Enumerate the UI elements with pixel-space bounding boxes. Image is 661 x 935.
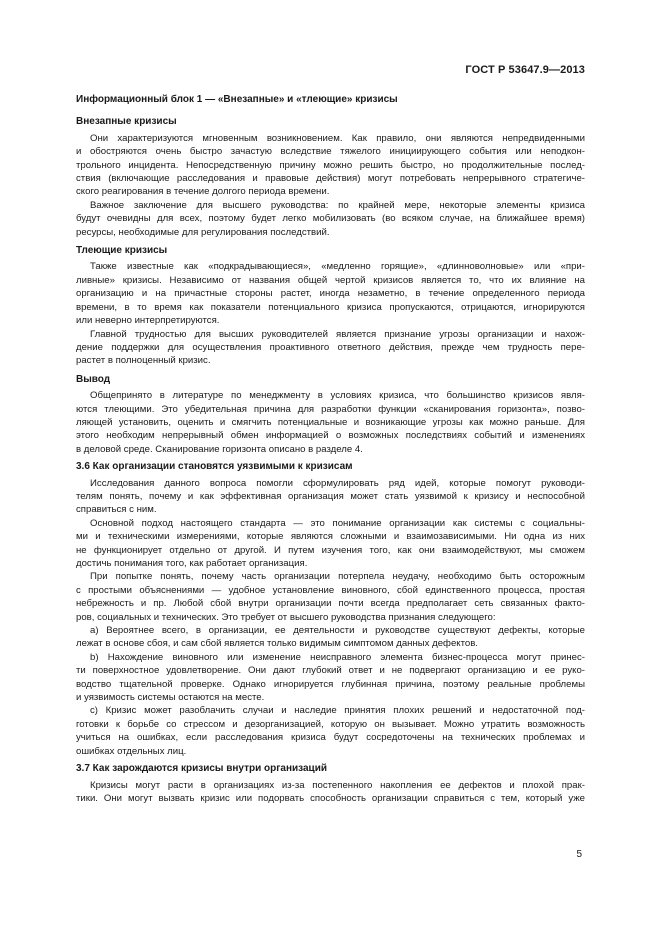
subsection-heading: Внезапные кризисы: [76, 116, 177, 128]
text-line: Также известные как «подкрадывающиеся», «медленно горящие», «длинноволновые» или «при-: [90, 261, 585, 273]
text-line: времени, в то время как показатели потенциального кризиса пропускаются, отрицаются, игнорируются: [76, 301, 585, 313]
text-line: ошибках отдельных лиц.: [76, 745, 187, 757]
text-line: готовки к борьбе со стрессом и дезорганизацией, которую он вызывает. Можно утратить возможность: [76, 718, 585, 730]
text-line: водство тщательной проверке. Однако игнорируется глубинная причина, поэтому реальные проблемы: [76, 678, 585, 690]
text-line: Кризисы могут расти в организациях из-за постепенного накопления ее дефектов и плохой прак-: [90, 779, 585, 791]
text-line: Исследования данного вопроса помогли сформулировать ряд идей, которые помогут руководи-: [90, 477, 585, 489]
document-header: ГОСТ Р 53647.9—2013: [465, 64, 585, 76]
paragraph: [76, 132, 585, 199]
paragraph: [76, 477, 585, 517]
text-line: ресурсы, необходимые для регулирования последствий.: [76, 226, 330, 238]
text-line: и обостряются очень быстро зачастую вследствие тяжелого инициирующего события или неподкон-: [76, 146, 585, 158]
text-line: ливные» кризисы. Независимо от названия общей чертой кризисов является то, что их влияние на: [76, 274, 585, 286]
text-line: не функционирует отдельно от другой. И путем изучения того, как они взаимодействуют, мы сможем: [76, 544, 585, 556]
text-line: ляющей установить, оценить и смягчить потенциальные и возникающие угрозы как можно раньше. Для: [76, 416, 585, 428]
text-line: с простыми объяснениями — удобное установление виновного, сбой единственного процесса, простая: [76, 584, 585, 596]
text-line: справиться с ним.: [76, 504, 157, 516]
text-line: достичь понимания того, как работает организация.: [76, 558, 308, 569]
text-line: лежат в основе сбоя, и сам сбой является только видимым симптомом данных дефектов.: [76, 638, 478, 650]
paragraph: [76, 570, 585, 624]
paragraph: [76, 199, 585, 239]
text-line: Главной трудностью для высших руководителей является признание угрозы организации и нахож-: [90, 328, 585, 340]
text-line: ми и техническими измерениями, которые являются сложными и взаимозависимыми. Ни одна из них: [76, 531, 585, 543]
paragraph: [76, 328, 585, 368]
text-line: учиться на ошибках, если расследования кризиса будут сосредоточены на технических проблемах и: [76, 732, 585, 744]
text-line: ского реагирования в течение долгого периода времени.: [76, 186, 330, 198]
paragraph: [76, 651, 585, 705]
text-line: b) Нахождение виновного или изменение неисправного элемента бизнес-процесса могут принес-: [90, 651, 585, 663]
text-line: телям понять, почему и как эффективная организация может стать уязвимой к кризису и неспособной: [76, 490, 585, 502]
text-line: или неверно интерпретируются.: [76, 315, 220, 327]
text-line: ствия (включающие расследования и правовые действия) могут потребовать непрерывного стратегиче-: [76, 173, 585, 185]
text-line: организацию и на причастные стороны растет, иногда незаметно, в течение определенного периода: [76, 288, 585, 300]
document-body: [76, 89, 585, 805]
text-line: Важное заключение для высшего руководства: по крайней мере, некоторые элементы кризиса: [90, 199, 585, 211]
text-line: тики. Они могут вызвать кризис или подорвать способность организации справиться с тем, который уже: [76, 792, 585, 804]
text-line: a) Вероятнее всего, в организации, ее деятельности и руководстве существуют дефекты, которые: [90, 625, 585, 637]
text-line: Основной подход настоящего стандарта — это понимание организации как системы с социальны-: [90, 517, 585, 529]
paragraph: [76, 517, 585, 571]
page-number: 5: [576, 849, 582, 860]
subsection-heading: Тлеющие кризисы: [76, 245, 168, 257]
text-line: и уязвимость системы остаются на месте.: [76, 692, 265, 704]
text-line: При попытке понять, почему часть организации потерпела неудачу, необходимо быть осторожным: [90, 571, 585, 583]
info-block-title: Информационный блок 1 — «Внезапные» и «тлеющие» кризисы: [76, 94, 398, 105]
text-line: дение поддержки для осуществления проактивного ответного действия, прежде чем трудность пере-: [76, 341, 585, 353]
text-line: Общепринято в литературе по менеджменту в условиях кризиса, что большинство кризисов явля-: [90, 390, 585, 402]
subsection-heading: Вывод: [76, 373, 111, 385]
text-line: ти поверхностное удовлетворение. Они дают глубокий ответ и не подвергают организацию и ее руко-: [76, 665, 585, 677]
text-line: ются тлеющими. Это убедительная причина для разработки функции «сканирования горизонта», позво-: [76, 403, 585, 415]
paragraph: [76, 260, 585, 327]
paragraph: [76, 704, 585, 758]
paragraph: [76, 389, 585, 456]
paragraph: [76, 779, 585, 806]
text-line: c) Кризис может разоблачить случаи и наследие принятия плохих решений и недостаточной под-: [90, 705, 585, 717]
text-line: Они характеризуются мгновенным возникновением. Как правило, они являются непредвиденными: [90, 132, 585, 144]
text-line: в деловой среде. Сканирование горизонта описано в разделе 4.: [76, 443, 363, 455]
text-line: трольного инцидента. Непосредственную причину можно решить быстро, но продолжительные послед-: [76, 159, 585, 171]
section-heading: 3.6 Как организации становятся уязвимыми к кризисам: [76, 461, 353, 473]
text-line: растет в полноценный кризис.: [76, 355, 211, 367]
section-heading: 3.7 Как зарождаются кризисы внутри организаций: [76, 763, 328, 775]
text-line: ров, социальных и технических. Это требует от высшего руководства признания следующего:: [76, 611, 496, 623]
text-line: небрежность и пр. Любой сбой внутри организации почти всегда предполагает сеть связанных факто-: [76, 598, 585, 610]
text-line: этого необходим непрерывный обмен информацией о возможных последствиях событий и изменениях: [76, 430, 585, 442]
text-line: будут очевидны для всех, поэтому будет легко мобилизовать (во всяком случае, на ближайшее время): [76, 213, 585, 225]
paragraph: [76, 624, 585, 651]
